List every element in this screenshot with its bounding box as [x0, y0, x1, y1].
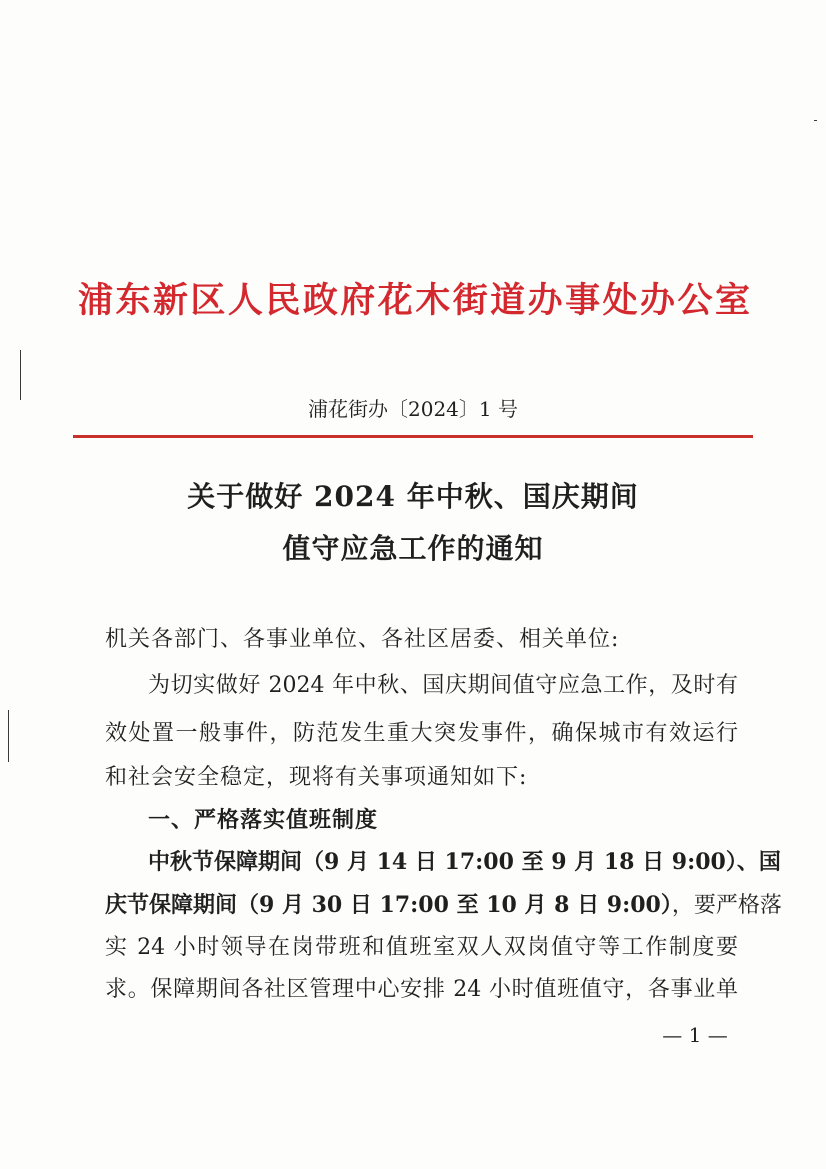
scan-mark-left-bottom: [8, 710, 9, 762]
intro-line-3: 和社会安全稳定，现将有关事项通知如下:: [105, 765, 528, 790]
page-number: — 1 —: [662, 1023, 728, 1047]
document-title-line-2: 值守应急工作的通知: [282, 532, 544, 565]
agency-masthead: 浦东新区人民政府花木街道办事处办公室: [78, 280, 750, 321]
section-1-line-2-bold: 庆节保障期间（9 月 30 日 17:00 至 10 月 8 日 9:00）: [105, 892, 672, 918]
red-divider-line: [73, 435, 753, 438]
salutation: 机关各部门、各事业单位、各社区居委、相关单位:: [105, 627, 620, 652]
intro-line-2: 效处置一般事件，防范发生重大突发事件，确保城市有效运行: [105, 721, 738, 746]
section-1-line-2-rest: ，要严格落: [671, 893, 782, 918]
section-1-line-3: 实 24 小时领导在岗带班和值班室双人双岗值守等工作制度要: [105, 935, 738, 960]
section-1-line-2: [105, 890, 782, 920]
section-1-line-1: 中秋节保障期间（9 月 14 日 17:00 至 9 月 18 日 9:00）、国: [148, 849, 781, 875]
document-title-line-1: 关于做好 2024 年中秋、国庆期间: [187, 480, 639, 513]
scan-mark-left-top: [20, 350, 21, 400]
document-number: 浦花街办〔2024〕1 号: [308, 397, 518, 421]
scan-mark-top-right: [814, 120, 817, 121]
section-1-line-4: 求。保障期间各社区管理中心安排 24 小时值班值守，各事业单: [105, 977, 738, 1002]
intro-line-1: 为切实做好 2024 年中秋、国庆期间值守应急工作，及时有: [148, 673, 738, 698]
section-1-heading: 一、严格落实值班制度: [148, 807, 379, 833]
